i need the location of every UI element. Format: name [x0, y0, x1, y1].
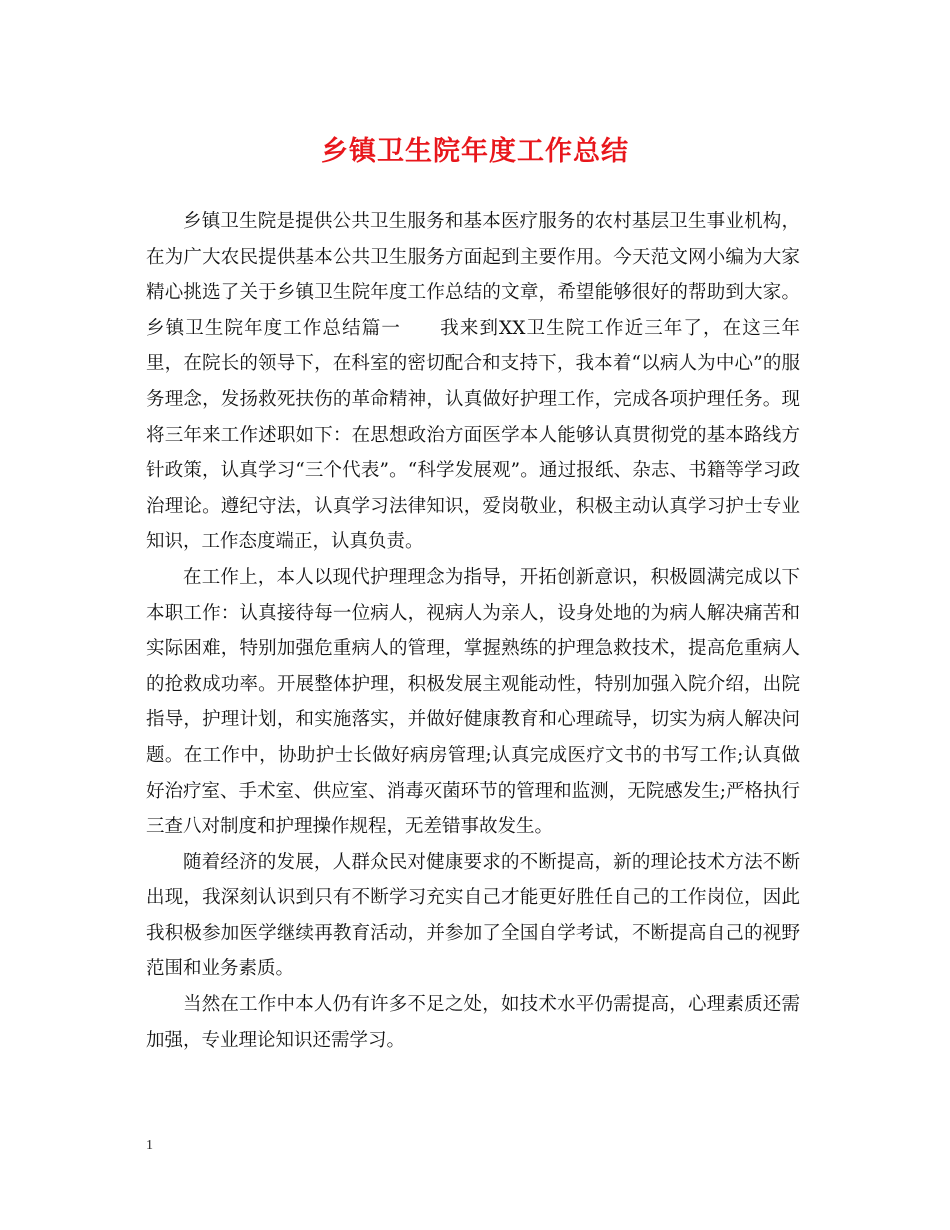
paragraph-shortcomings: 当然在工作中本人仍有许多不足之处，如技术水平仍需提高，心理素质还需加强，专业理论知识还需学习。 — [146, 994, 800, 1051]
document-title: 乡镇卫生院年度工作总结 — [321, 136, 629, 167]
paragraph-intro: 乡镇卫生院是提供公共卫生服务和基本医疗服务的农村基层卫生事业机构，在为广大农民提供基本公共卫生服务方面起到主要作用。今天范文网小编为大家精心挑选了关于乡镇卫生院年度工作总结的文章，希望能够很好的帮助到大家。乡镇卫生院年度工作总结篇一 我来到XX卫生院工作近三年了，在这三年里，在院长的领导下，在科室的密切配合和支持下，我本着“以病人为中心”的服务理念，发扬救死扶伤的革命精神，认真做好护理工作，完成各项护理任务。现将三年来工作述职如下：在思想政治方面医学本人能够认真贯彻党的基本路线方针政策，认真学习“三个代表”。“科学发展观”。通过报纸、杂志、书籍等学习政治理论。遵纪守法，认真学习法律知识，爱岗敬业，积极主动认真学习护士专业知识，工作态度端正，认真负责。 — [146, 211, 800, 553]
paragraph-work: 在工作上，本人以现代护理理念为指导，开拓创新意识，积极圆满完成以下本职工作：认真接待每一位病人，视病人为亲人，设身处地的为病人解决痛苦和实际困难，特别加强危重病人的管理，掌握熟练的护理急救技术，提高危重病人的抢救成功率。开展整体护理，积极发展主观能动性，特别加强入院介绍，出院指导，护理计划，和实施落实，并做好健康教育和心理疏导，切实为病人解决问题。在工作中，协助护士长做好病房管理;认真完成医疗文书的书写工作;认真做好治疗室、手术室、供应室、消毒灭菌环节的管理和监测，无院感发生;严格执行三查八对制度和护理操作规程，无差错事故发生。 — [146, 566, 800, 838]
paragraph-study: 随着经济的发展，人群众民对健康要求的不断提高，新的理论技术方法不断出现，我深刻认识到只有不断学习充实自己才能更好胜任自己的工作岗位，因此我积极参加医学继续再教育活动，并参加了全国自学考试，不断提高自己的视野范围和业务素质。 — [146, 851, 800, 980]
document-body — [146, 204, 800, 1058]
page-number: 1 — [146, 1138, 153, 1153]
